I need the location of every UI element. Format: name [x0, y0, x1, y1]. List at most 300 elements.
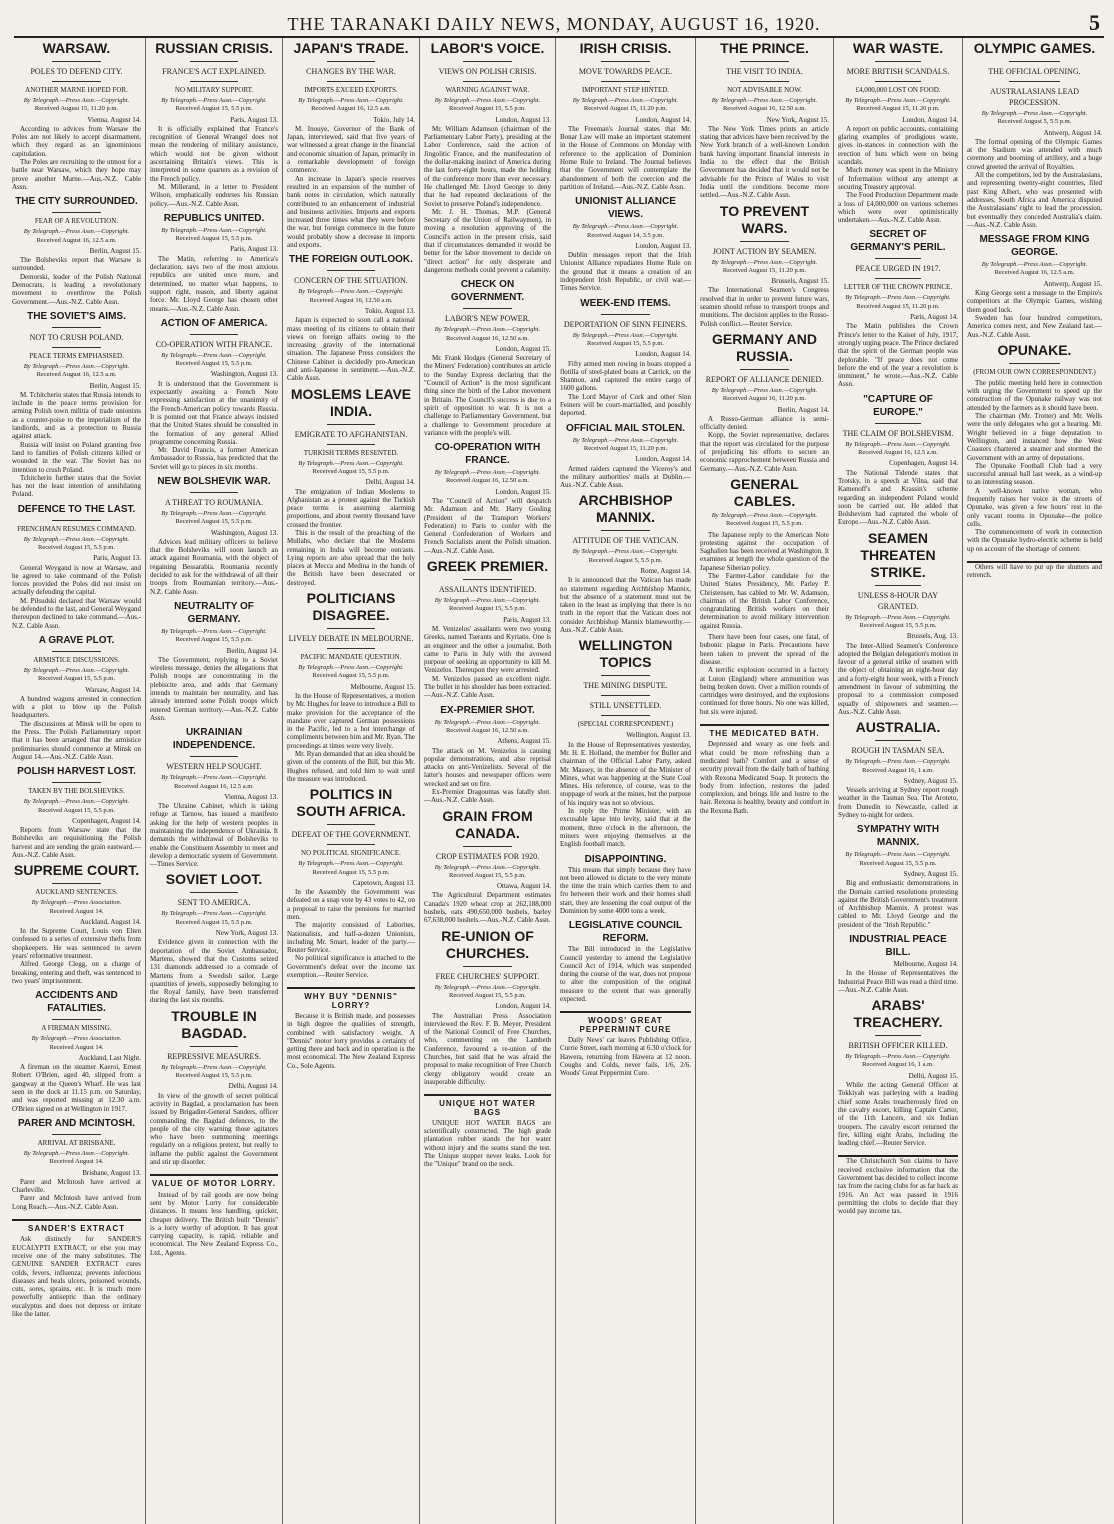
- article: [424, 704, 551, 805]
- wire-credit: By Telegraph.—Press Assn.—Copyright.: [161, 910, 267, 918]
- article: [700, 331, 829, 473]
- article-headline: MOSLEMS LEAVE INDIA.: [290, 385, 412, 419]
- dateline: Paris, August 13.: [503, 615, 551, 624]
- article-kicker: (FROM OUR OWN CORRESPONDENT.): [973, 367, 1096, 376]
- received-time: Received August 15, 11.20 p.m.: [722, 266, 807, 274]
- wire-credit: By Telegraph.—Press Assn.—Copyright.: [298, 97, 404, 104]
- article: [838, 530, 958, 717]
- article-kicker: NO POLITICAL SIGNIFICANCE.: [301, 849, 401, 858]
- advertisement: [838, 1155, 958, 1215]
- article: [967, 233, 1102, 339]
- headline-rule: [875, 423, 921, 424]
- article: [560, 40, 691, 191]
- paragraph: The formal opening of the Olympic Games at the Stadium was attended with much ceremony and booming of artillery, and a huge crowd greeted the arrival of Royalties.: [967, 137, 1102, 171]
- paragraph: There have been four cases, one fatal, of bubonic plague in Paris. Precautions have been taken to prevent the spread of the disease.: [700, 633, 829, 666]
- paragraph: While the acting General Officer at Tokkiyah was parleying with a leading chief some Arabs treacherously fired on the cavalry escort, killing Captain Carter, of the 11th Lancers, and six Indian troopers. The cavalry escort returned the fire, killing eight Arabs, including the leading chief.—Reuter Service.: [838, 1081, 958, 1148]
- headline-rule: [52, 347, 101, 348]
- headline-rule: [740, 61, 789, 62]
- dateline: Rome, August 14.: [640, 566, 691, 575]
- dateline: Paris, August 13.: [230, 115, 278, 124]
- paragraph: In the House of Representatives the Industrial Peace Bill was read a third time.—Aus.-N.Z. Cable Assn.: [838, 969, 958, 994]
- paragraph: Big and enthusiastic demonstrations in the Domain carried resolutions protesting against the British Government's treatment of Archbishop Mannix. A protest was cabled to Mr. Lloyd George and the president of the "Irish Republic.": [838, 879, 958, 929]
- column-2: [145, 38, 282, 1524]
- paragraph: Armed raiders captured the Viceroy's and the military authorities' mails at Dublin.—Aus.-N.Z. Cable Assn.: [560, 464, 691, 490]
- article-headline: TROUBLE IN BAGDAD.: [171, 1007, 257, 1041]
- wire-credit: By Telegraph.—Press Assn.—Copyright.: [298, 860, 404, 868]
- article: [287, 590, 415, 783]
- paragraph: The emigration of Indian Moslems to Afghanistan as a protest against the Turkish peace terms is assuming alarming proportions, and about twenty thousand have crossed the frontier.: [287, 487, 415, 529]
- article: [424, 441, 551, 555]
- headline-rule: [52, 61, 101, 62]
- received-time: Received August 15, 5.5 p.m.: [175, 518, 253, 526]
- received-time: Received August 16, 12.5 a.m.: [174, 782, 254, 790]
- column-6: [695, 38, 833, 1524]
- article-headline: A GRAVE PLOT.: [38, 634, 115, 646]
- paragraph: In the House of Representatives yesterday, Mr. H. E. Holland, the member for Buller and chairman of the Official Labor Party, asked Mr. Massey, in the absence of the Minister of Mines, what was happening at the State Coal Mines. His reference, of course, was to the stoppage of work at the mines, but the purpose of his inquiry was not so obvious.: [560, 740, 691, 807]
- received-time: Received August 14.: [49, 1043, 104, 1051]
- article-subheading: MORE BRITISH SCANDALS.: [846, 67, 950, 76]
- advertisement-title: THE MEDICATED BATH.: [709, 729, 820, 739]
- headline-rule: [52, 212, 101, 213]
- article-headline: INDUSTRIAL PEACE BILL.: [849, 934, 947, 958]
- paragraph: The National Tidende states that Trotsky, in a speech at Vilna, said that Kamenoff's and Krassin's scheme regarding an independent Poland would soon be carried out. He added that Bolshevism had captured the whole of Europe.—Aus.-N.Z. Cable Assn.: [838, 468, 958, 527]
- headline-rule: [601, 530, 651, 531]
- headline-rule: [463, 61, 511, 62]
- dateline: Tokio, August 13.: [364, 306, 415, 315]
- received-time: Received August 16, 12.5 a.m.: [858, 449, 938, 457]
- headline-rule: [601, 314, 651, 315]
- article-subheading: SENT TO AMERICA.: [177, 898, 251, 908]
- article-subheading: JOINT ACTION BY SEAMEN.: [712, 246, 817, 256]
- article-headline: UNIONIST ALLIANCE VIEWS.: [575, 196, 676, 221]
- paragraph: The Opunake Football Club had a very successful annual ball last week, as a wind-up to an interesting season.: [967, 461, 1102, 487]
- dateline: London, August 15.: [495, 344, 551, 353]
- article-subheading: WESTERN HELP SOUGHT.: [166, 762, 262, 772]
- headline-rule: [327, 81, 376, 82]
- article-headline: NEW BOLSHEVIK WAR.: [157, 475, 271, 487]
- article-headline: DEFENCE TO THE LAST.: [17, 503, 136, 515]
- received-time: Received August 16, 11.20 p.m.: [722, 395, 807, 403]
- received-time: Received August 16, 1 a.m.: [862, 1061, 934, 1069]
- wire-credit: By Telegraph.—Press Assn.—Copyright.: [845, 294, 951, 302]
- paragraph: The Government, replying to a Soviet wireless message, denies the allegations that Polish troops are concentrating in the plebiscite area, and adds that Germany intends to maintain her neutrality, and has already interned some Polish troops which entered German territory.—Aus.-N.Z. Cable Assn.: [150, 655, 278, 722]
- article: [12, 634, 141, 761]
- dateline: Vienna, August 14.: [87, 115, 141, 124]
- received-time: Received August 15, 11.20 p.m.: [34, 105, 119, 113]
- headline-rule: [1009, 61, 1060, 62]
- article-headline: TO PREVENT WARS.: [719, 202, 810, 236]
- received-time: Received August 5, 5.5 p.m.: [588, 556, 663, 564]
- article: [150, 871, 278, 1004]
- article-headline: ARABS' TREACHERY.: [853, 997, 943, 1031]
- wire-credit: By Telegraph.—Press Assn.—Copyright.: [711, 386, 818, 394]
- paragraph: The Lord Mayor of Cork and other Sinn Feiners will be court-martialled, and possibly deported.: [560, 392, 691, 418]
- paragraph: The commencement of work in connection with the Opunake hydro-electric scheme is held up on account of the shortage of cement.: [967, 528, 1102, 553]
- dateline: Washington, August 13.: [210, 528, 278, 537]
- article: [967, 342, 1102, 553]
- masthead-title: [164, 14, 944, 35]
- article-kicker: PEACE TERMS EMPHASISED.: [29, 351, 124, 360]
- headline-rule: [601, 695, 651, 696]
- article-headline: UKRAINIAN INDEPENDENCE.: [172, 727, 256, 752]
- paragraph: The Poles are recruiting to the utmost for a battle near Warsaw, which they hope may prove another Marne.—Aus.-N.Z. Cable Assn.: [12, 158, 141, 191]
- article-subheading: FREE CHURCHES' SUPPORT.: [435, 971, 540, 981]
- wire-credit: By Telegraph.—Press Assn.—Copyright.: [845, 1053, 951, 1061]
- advertisement-text: Others will have to put up the shutters and retrench.: [967, 563, 1102, 580]
- article: [838, 823, 958, 929]
- advertisement-title: VALUE OF MOTOR LORRY.: [152, 1179, 276, 1189]
- paragraph: Alfred George Clegg, on a charge of breaking, entering and theft, was sentenced to two years' imprisonment.: [12, 960, 141, 985]
- received-time: Received August 15, 5.5 p.m.: [312, 868, 390, 876]
- article: [560, 853, 691, 916]
- paragraph: Mr. William Adamson (chairman of the Parliamentary Labor Party), presiding at the Labor Conference, said the action of Jingolitic France, and the manifestation of the dollar-making instinct of America during the last forty-eight hours, made the holding of the conference more than ever necessary. He challenged Mr. Lloyd George to deny that he had repeated declarations of the Soviet to preserve Poland's independence.: [424, 124, 551, 208]
- received-time: Received August 15, 11.20 p.m.: [856, 302, 940, 310]
- dateline: Melbourne, August 15.: [350, 682, 415, 691]
- wire-credit: By Telegraph.—Press Assn.—Copyright.: [161, 226, 267, 234]
- paragraph: In view of the growth of secret political activity in Bagdad, a proclamation has been issued by Brigadier-General Sanders, officer commanding the Bagdad defences, to the people of the city warning those agitators who have been summoning meetings regularly on a religious pretext, but really to inflame the public against the Government and stir up disorder.: [150, 1091, 278, 1167]
- paragraph: Vessels arriving at Sydney report rough weather in the Tasman Sea. The Aroteto, from Dunedin to Newcastle, called at Sydney to-night for orders.: [838, 786, 958, 820]
- wire-credit: By Telegraph.—Press Assn.—Copyright.: [23, 666, 130, 674]
- article-headline: WEEK-END ITEMS.: [580, 297, 671, 309]
- article-subheading: NOT TO CRUSH POLAND.: [29, 332, 124, 342]
- column-5: [555, 38, 695, 1524]
- paragraph: Kopp, the Soviet representative, declares that the report was circulated for the purpose of prejudicing his efforts to secure an economic rapprochement between Russia and Germany.—Aus.-N.Z. Cable Assn.: [700, 431, 829, 473]
- article-kicker: TURKISH TERMS RESENTED.: [303, 448, 399, 457]
- paragraph: Russia will insist on Poland granting free land to families of Polish citizens killed or wounded in the war. The Soviet has no intention to crush Poland.: [12, 440, 141, 474]
- wire-credit: By Telegraph.—Press Assn.—Copyright.: [161, 1063, 267, 1071]
- paragraph: The Ukraine Cabinet, which is taking refuge at Tarnow, has issued a manifesto asking for the help of western peoples in maintaining the independence of Ukrainia. It demands the withdrawal of Bolsheviks to enable the Constituent Assembly to meet and develop a democratic system of Government.—Times Service.: [150, 802, 278, 869]
- dateline: Auckland, August 14.: [79, 917, 141, 926]
- headline-rule: [190, 892, 239, 893]
- article-kicker: £4,000,000 LOST ON FOOD.: [855, 86, 941, 94]
- article: [12, 310, 141, 499]
- paragraph: A Russo-German alliance is semi-officially denied.: [700, 414, 829, 432]
- wire-credit: By Telegraph.—Press Assn.—Copyright.: [434, 97, 541, 104]
- dateline: Brussels, Aug. 13.: [906, 632, 958, 641]
- headline-rule: [327, 648, 376, 649]
- article-subheading: PEACE URGED IN 1917.: [855, 264, 941, 274]
- article-headline: THE SOVIET'S AIMS.: [27, 310, 126, 322]
- headline-rule: [1009, 81, 1060, 82]
- received-time: Received August 15, 5.5 p.m.: [859, 621, 937, 629]
- dateline: Warsaw, August 14.: [85, 685, 141, 694]
- wire-credit: By Telegraph.—Press Assn.—Copyright.: [434, 983, 541, 991]
- received-time: Received August 15, 5.5 p.m.: [175, 918, 253, 926]
- received-time: Received August 16, 12.50 a.m.: [722, 105, 807, 113]
- paragraph: The Freeman's Journal states that Mr. Bonar Law will make an important statement in the House of Commons on Monday with reference to the application of Dominion Home Rule to Ireland. The Journal believes that the Government will contemplate the abandonment of both the coercion and the partition of Ireland.—Aus.-N.Z. Cable Assn.: [560, 124, 691, 191]
- advertisement: [150, 1174, 278, 1257]
- dateline: Paris, August 13.: [93, 554, 141, 563]
- paragraph: The International Seamen's Congress resolved that in order to prevent future wars, seamen should refuse to transport troops and munitions. The decision applies to the Russo-Polish conflict.—Reuter Service.: [700, 286, 829, 328]
- article-subheading: THE CLAIM OF BOLSHEVISM.: [842, 428, 954, 438]
- paragraph: A terrific explosion occurred in a factory at Luton (England) where ammunition was being broken down. Over a million rounds of cartridges were destroyed, and the explosions continued for three hours. No one was killed, but six were injured.: [700, 666, 829, 716]
- article: [838, 719, 958, 819]
- article-subheading: DEPORTATION OF SINN FEINERS.: [563, 319, 688, 329]
- headline-rule: [190, 492, 239, 493]
- dateline: Wellington, August 13.: [626, 731, 691, 740]
- article-headline: ARCHBISHOP MANNIX.: [578, 492, 673, 526]
- article: [700, 40, 829, 200]
- article-headline: WARSAW.: [42, 40, 111, 56]
- article-headline: CO-OPERATION WITH FRANCE.: [434, 442, 541, 467]
- dateline: Melbourne, August 14.: [893, 960, 958, 968]
- article: [838, 228, 958, 388]
- article: [150, 475, 278, 596]
- paragraph: This is the result of the preaching of the Mullahs, who declare that the Moslems remaining in India will become outcasts. Lying reports are also spread that the holy places at Mecca and Medina in the hands of the British have been desecrated or destroyed.: [287, 528, 415, 587]
- wire-credit: By Telegraph.—Press Assn.—Copyright.: [23, 535, 130, 543]
- article-headline: THE CITY SURROUNDED.: [15, 196, 138, 208]
- received-time: Received August 15, 5.5 p.m.: [449, 605, 526, 613]
- paragraph: The Inter-Allied Seamen's Conference adopted the Belgian delegation's motion in favour of a general strike of seamen with the object of obtaining an eight-hour day and a forty-eight hour week, with a French amendment in favour of submitting the proposal to a commission composed equally of shipowners and seamen.—Aus.-N.Z. Cable Assn.: [838, 641, 958, 716]
- article: [287, 386, 415, 587]
- headline-rule: [52, 883, 101, 884]
- headline-rule: [740, 369, 789, 370]
- headline-rule: [875, 740, 921, 741]
- article-subheading: STILL UNSETTLED.: [589, 701, 662, 711]
- article: [560, 919, 691, 1003]
- headline-rule: [463, 579, 511, 580]
- paragraph: M. Inouye, Governor of the Bank of Japan, interviewed, said that five years of war witnessed a great change in the financial and economic situation of Japan, primarily in a remarkable development of foreign commerce.: [287, 124, 415, 175]
- article-subheading: CO-OPERATION WITH FRANCE.: [155, 339, 273, 349]
- article: [560, 637, 691, 848]
- wire-credit: By Telegraph.—Press Assn.—Copyright.: [161, 351, 267, 359]
- wire-credit: By Telegraph.—Press Assn.—Copyright.: [23, 1149, 130, 1157]
- article-subheading: LIVELY DEBATE IN MELBOURNE.: [288, 634, 414, 644]
- paragraph: Tchitcherin further states that the Soviet has not the least intention of annihilating Poland.: [12, 473, 141, 499]
- article-headline: LEGISLATIVE COUNCIL REFORM.: [568, 920, 683, 945]
- received-time: Received August 16, 12.50 a.m.: [309, 296, 393, 304]
- headline-rule: [52, 1134, 101, 1135]
- headline-rule: [190, 81, 239, 82]
- headline-rule: [52, 520, 101, 521]
- headline-rule: [875, 61, 921, 62]
- article-kicker: WARNING AGAINST WAR.: [445, 86, 530, 94]
- headline-rule: [463, 966, 511, 967]
- wire-credit: By Telegraph.—Press Assn.—Copyright.: [845, 440, 951, 448]
- article: [967, 40, 1102, 229]
- paragraph: Advices lead military officers to believe that the Bolsheviks will soon launch an attack against Roumania, with the object of regaining Bessarabia. Roumania recently decided to ask for the withdrawal of all their troops from Roumanian territory.—Aus.-N.Z. Cable Assn.: [150, 537, 278, 596]
- column-7: [833, 38, 962, 1524]
- article-kicker: FRENCHMAN RESUMES COMMAND.: [17, 524, 136, 533]
- article-subheading: LABOR'S NEW POWER.: [444, 314, 531, 324]
- article-subheading: UNLESS 8-HOUR DAY GRANTED.: [857, 590, 939, 611]
- article: [12, 195, 141, 306]
- article-headline: MESSAGE FROM KING GEORGE.: [979, 234, 1090, 259]
- headline-rule: [52, 1019, 101, 1020]
- dateline: Washington, August 13.: [210, 370, 278, 379]
- advertisement-text: UNIQUE HOT WATER BAGS are scientifically constructed. The high grade plantation rubber stands the hot water without injury and the seams stand the test. The Unique stopper never leaks. Look for the "Unique" brand on the neck.: [424, 1118, 551, 1169]
- advertisement-text: Because it is British made, and possesses in high degree the qualities of strength, combined with satisfactory weight. A "Dennis" motor lorry provides a certainty of getting there and back and in operation is the most economical. The New Zealand Express Co., Sole Agents.: [287, 1011, 415, 1070]
- article: [150, 1008, 278, 1167]
- article: [424, 40, 551, 274]
- column-4: [419, 38, 555, 1524]
- paragraph: The "Council of Action" will despatch Mr. Adamson and Mr. Harry Gosling (President of the Transport Workers' Federation) to Paris to confer with the General Confederation of Workers and French Socialists anent the Polish situation.—Aus.-N.Z. Cable Assn.: [424, 496, 551, 555]
- paragraph: The Food Production Department made a loss of £4,000,000 on various schemes which were over optimistically undertaken.—Aus.-N.Z. Cable Assn.: [838, 191, 958, 225]
- advertisement: [967, 561, 1102, 580]
- advertisement: [700, 724, 829, 815]
- wire-credit: By Telegraph.—Press Association.: [31, 899, 122, 907]
- article-headline: RUSSIAN CRISIS.: [155, 40, 273, 56]
- advertisement-title: UNIQUE HOT WATER BAGS: [439, 1099, 536, 1117]
- dateline: Vienna, August 13.: [224, 792, 278, 801]
- paragraph: Mr. David Francis, a former American Ambassador to Russia, has predicted that the Soviet will go to pieces in six months.: [150, 446, 278, 471]
- headline-rule: [327, 61, 376, 62]
- article: [12, 40, 141, 191]
- article-headline: RE-UNION OF CHURCHES.: [441, 927, 534, 961]
- paragraph: Mr. J. H. Thomas, M.P. (General Secretary of the Union of Railwaymen), in moving a resolution approving of the Council's action in the present crisis, said that if circumstances demanded it would be better for the labor movement to decide on "direct action" for only desperate and dangerous methods could prevent a calamity.: [424, 207, 551, 274]
- article: [560, 492, 691, 634]
- headline-rule: [875, 258, 921, 259]
- dateline: Antwerp, August 15.: [1043, 279, 1102, 288]
- article: [700, 476, 829, 630]
- article-subheading: REPRESSIVE MEASURES.: [167, 1051, 261, 1061]
- headline-rule: [463, 308, 511, 309]
- paragraph: Mr. Frank Hodges (General Secretary of the Miners' Federation) contributes an article to the Sunday Express declaring that the "Council of Action" is the most significant thing since the birth of the Labor movement in Britain. The Council's success is due to a spirit of opposition to war. It is not a challenge to Parliamentary Government, but a challenge to Government procedure at variance with the people's will.: [424, 354, 551, 437]
- article-headline: SEAMEN THREATEN STRIKE.: [860, 529, 936, 580]
- article-headline: SYMPATHY WITH MANNIX.: [856, 824, 940, 849]
- article-headline: CHECK ON GOVERNMENT.: [450, 279, 525, 304]
- dateline: Brussels, August 15.: [771, 277, 829, 286]
- advertisement-text: Instead of by rail goods are now being sent by Motor Lorry for considerable distances. It means less handling, quicker, cheaper delivery. The British built "Dennis" is a lorry worthy of adoption. It has great carrying capacity, is rapid, reliable and economical. The New Zealand Express Co., Ltd., Agents.: [150, 1190, 278, 1257]
- column-3: [282, 38, 419, 1524]
- received-time: Received August 14.: [49, 907, 104, 915]
- dateline: London, August 14.: [902, 115, 958, 124]
- received-time: Received August 16, 12.50 a.m.: [445, 477, 530, 485]
- article: [12, 503, 141, 630]
- article-kicker: ANOTHER MARNE HOPED FOR.: [25, 86, 128, 94]
- received-time: Received August 16, 12.50 a.m.: [445, 334, 530, 342]
- dateline: Sydney, August 15.: [903, 869, 958, 878]
- dateline: London, August 14.: [635, 455, 691, 464]
- paragraph: The discussions at Minsk will be open to the Press. The Polish Parliamentary report that it has been arranged that the armistice preliminaries should commence at Minsk on August 14.—Aus.-N.Z. Cable Assn.: [12, 719, 141, 761]
- paper-name: THE TARANAKI DAILY NEWS,: [287, 14, 562, 34]
- paragraph: In reply the Prime Minister, with an excusable lapse into levity, said that at the moment, three o'clock in the afternoon, the miners were enjoying themselves at the English football match.: [560, 807, 691, 849]
- wire-credit: By Telegraph.—Press Assn.—Copyright.: [981, 261, 1088, 269]
- received-time: Received August 15, 5.5 p.m.: [587, 339, 664, 347]
- dateline: New York, August 15.: [766, 115, 829, 124]
- article-headline: JAPAN'S TRADE.: [293, 40, 409, 56]
- dateline: Berlin, August 15.: [89, 246, 141, 255]
- headline-rule: [190, 756, 239, 757]
- wire-credit: By Telegraph.—Press Assn.—Copyright.: [845, 97, 951, 104]
- article-headline: REPUBLICS UNITED.: [163, 212, 265, 224]
- received-time: Received August 15, 5.5 p.m.: [449, 105, 526, 113]
- paragraph: The Farmer-Labor candidate for the United States Presidency, Mr. Parley P. Christensen, has cabled to Mr. W. Adamson, chairman of the British Labor Conference, congratulating British workers on their determination to avoid military intervention against Russia.: [700, 571, 829, 630]
- wire-credit: By Telegraph.—Press Assn.—Copyright.: [434, 326, 541, 334]
- article-headline: OFFICIAL MAIL STOLEN.: [566, 422, 685, 434]
- headline-rule: [875, 585, 921, 586]
- wire-credit: By Telegraph.—Press Association.: [31, 1035, 122, 1043]
- headline-rule: [327, 824, 376, 825]
- paragraph: Dublin messages report that the Irish Unionist Alliance repudiates Home Rule on the ground that it means a creation of an independent Irish Republic, or civil war.—Times Service.: [560, 251, 691, 293]
- received-time: Received August 16, 12.50 a.m.: [445, 726, 530, 734]
- article-headline: POLITICIANS DISAGREE.: [306, 590, 396, 624]
- wire-credit: By Telegraph.—Press Assn.—Copyright.: [711, 511, 818, 519]
- dateline: Berlin, August 14.: [777, 405, 829, 414]
- article-headline: SECRET OF GERMANY'S PERIL.: [850, 229, 946, 254]
- article-kicker: ARMISTICE DISCUSSIONS.: [33, 655, 120, 664]
- wire-credit: By Telegraph.—Press Assn.—Copyright.: [23, 362, 130, 370]
- wire-credit: By Telegraph.—Press Assn.—Copyright.: [161, 774, 267, 782]
- wire-credit: By Telegraph.—Press Assn.—Copyright.: [845, 851, 951, 859]
- paragraph: The Matin, referring to America's declaration, says two of the most anxious republics are united once more, and determined, no matter what happens, to support right, reason, and liberty against force. Mr. Lloyd George has chosen other means.—Aus.-N.Z. Cable Assn.: [150, 254, 278, 313]
- wire-credit: By Telegraph.—Press Assn.—Copyright.: [572, 331, 679, 339]
- received-time: Received August 15, 5.5 p.m.: [38, 543, 115, 551]
- received-time: Received August 15, 5.5 p.m.: [38, 806, 115, 814]
- article-subheading: EMIGRATE TO AFGHANISTAN.: [294, 429, 408, 439]
- article: [12, 1117, 141, 1211]
- paragraph: M. Pilsudski declared that Warsaw would be defended to the last, and General Weygand thereupon declined to take command.—Aus.-N.Z. Cable Assn.: [12, 596, 141, 630]
- paragraph: The New York Times prints an article stating that advices have been received by the New York branch of a well-known London bank having important financial interests in India to the effect that the British Government has decided that it would not be advisable for the Prince of Wales to visit India until the conditions become more settled.—Aus.-N.Z. Cable Assn.: [700, 124, 829, 200]
- article: [12, 989, 141, 1113]
- advertisement-title: SANDER'S EXTRACT: [27, 1224, 126, 1234]
- article-subheading: AUSTRALASIANS LEAD PROCESSION.: [989, 87, 1080, 107]
- wire-credit: By Telegraph.—Press Assn.—Copyright.: [981, 110, 1088, 117]
- paragraph: M. Millerand, in a letter to President Wilson, emphatically endorses his Russian policy.—Aus.-N.Z. Cable Assn.: [150, 182, 278, 208]
- wire-credit: By Telegraph.—Press Assn.—Copyright.: [711, 258, 818, 266]
- paragraph: All the competitors, led by the Australasians, and representing twenty-eight countries, filed past King Albert, who was presented with addresses. South Africa and America disputed the Australasians' right to lead the procession, but eventually they conceded Australia's claim.—Aus.-N.Z. Cable Assn.: [967, 171, 1102, 229]
- dateline: London, August 14.: [635, 115, 691, 124]
- headline-rule: [327, 844, 376, 845]
- paragraph: It is understood that the Government is expectantly awaiting a French Note expressing satisfaction at the unanimity of the French-American policy towards Russia. It is pointed out that France always insisted that the United States should be consulted in the formation of any general Allied programme concerning Russia.: [150, 379, 278, 446]
- dateline: London, August 15.: [495, 487, 551, 496]
- headline-rule: [190, 1046, 239, 1047]
- wire-credit: By Telegraph.—Press Assn.—Copyright.: [845, 758, 951, 766]
- headline-rule: [463, 846, 511, 847]
- paragraph: The Japanese reply to the American Note protesting against the occupation of Saghalien has been received at Washington. It examines at length the whole question of the Japanese Siberian policy.: [700, 530, 829, 572]
- article-headline: SUPREME COURT.: [13, 862, 140, 879]
- article: [12, 765, 141, 859]
- paragraph: A well-known native woman, who frequently raises her voice in the streets of Opunake, was given a few hours' rest in the only vacant rooms in Opunake—the police cells.: [967, 486, 1102, 528]
- headline-rule: [601, 61, 651, 62]
- masthead: [14, 6, 1104, 38]
- article-kicker: FEAR OF A REVOLUTION.: [34, 217, 119, 226]
- article-subheading: THE OFFICIAL OPENING.: [988, 67, 1081, 76]
- article-headline: WAR WASTE.: [852, 40, 944, 56]
- paragraph: The majority consisted of Laborites, Nationalists, and half-a-dozen Unionists, including Mr. Smart, leader of the party.—Reuter Service.: [287, 921, 415, 955]
- article-headline: IRISH CRISIS.: [579, 40, 672, 56]
- wire-credit: By Telegraph.—Press Assn.—Copyright.: [572, 548, 679, 556]
- headline-rule: [190, 334, 239, 335]
- article-headline: POLITICS IN SOUTH AFRICA.: [296, 786, 406, 820]
- article: [424, 928, 551, 1087]
- article-subheading: VIEWS ON POLISH CRISIS.: [438, 67, 537, 76]
- article-headline: DISAPPOINTING.: [584, 853, 667, 865]
- received-time: Received August 16, 12.5 a.m.: [36, 236, 117, 244]
- wire-credit: By Telegraph.—Press Assn.—Copyright.: [161, 627, 267, 635]
- headline-rule: [875, 278, 921, 279]
- paragraph: No political significance is attached to the Government's defeat over the income tax exemption.—Reuter Service.: [287, 954, 415, 980]
- wire-credit: By Telegraph.—Press Assn.—Copyright.: [845, 613, 951, 621]
- headline-rule: [327, 270, 376, 271]
- article-subheading: THE VISIT TO INDIA.: [726, 67, 803, 76]
- article-subheading: THE MINING DISPUTE.: [583, 681, 668, 691]
- paragraph: M. Venizelos' assailants were two young Greeks, named Tserants and Kyriatis. One is an engineer and the other a journalist. Both came to Paris in July with the avowed purpose of seeking an opportunity to kill M. Venizelos. Thereupon they were arrested.: [424, 624, 551, 675]
- article: [838, 933, 958, 994]
- headline-rule: [52, 81, 101, 82]
- article: [424, 558, 551, 700]
- article: [287, 253, 415, 382]
- received-time: Received August 15, 5.5 p.m.: [312, 672, 390, 680]
- dateline: Berlin, August 15.: [89, 381, 141, 390]
- paragraph: M. Venizelos passed an excellent night. The bullet in his shoulder has been extracted.—Aus.-N.Z. Cable Assn.: [424, 674, 551, 700]
- headline-rule: [52, 327, 101, 328]
- article-headline: THE FOREIGN OUTLOOK.: [289, 254, 413, 266]
- article-subheading: CHANGES BY THE WAR.: [306, 67, 396, 76]
- dateline: Antwerp, August 14.: [1043, 128, 1102, 137]
- headline-rule: [52, 651, 101, 652]
- received-time: Received August 15, 11.20 p.m.: [583, 444, 668, 452]
